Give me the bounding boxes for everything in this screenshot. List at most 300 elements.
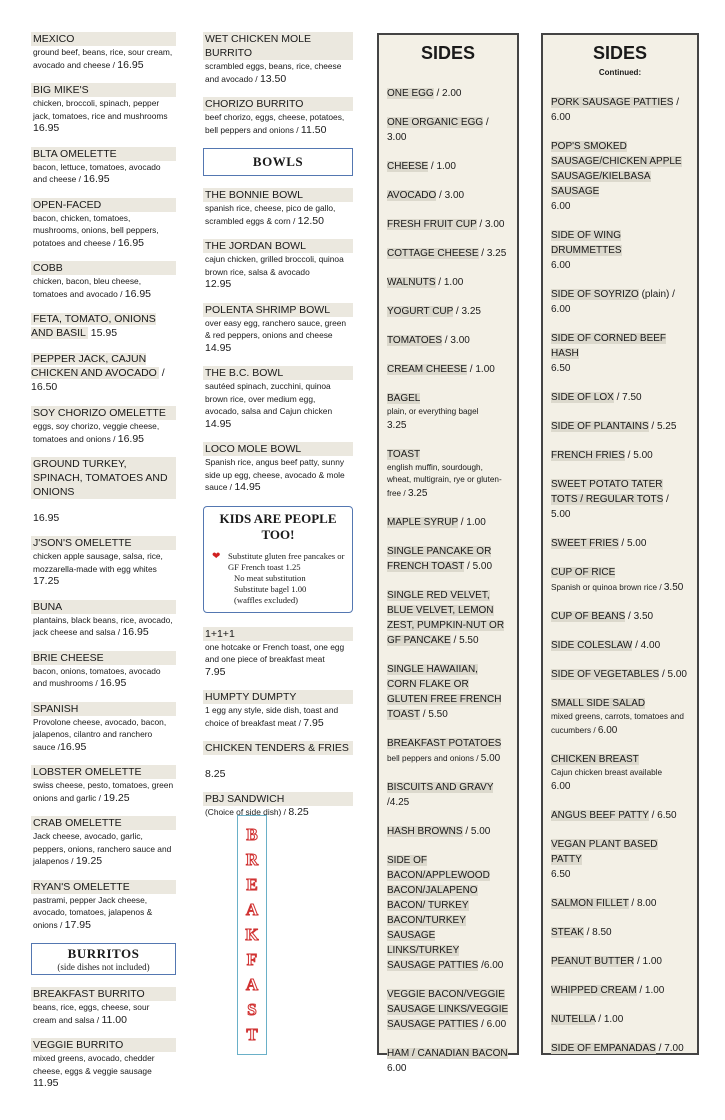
menu-item-name: HUMPTY DUMPTY <box>203 690 353 704</box>
sides-continued-subtitle: Continued: <box>598 68 642 77</box>
menu-item-name: THE JORDAN BOWL <box>203 239 353 253</box>
side-item-price: 5.00 <box>626 538 647 549</box>
menu-item <box>31 32 176 71</box>
menu-item-ingredients: beef chorizo, eggs, cheese, potatoes, bell peppers and onions <box>205 112 345 135</box>
side-item-price: 5.00 <box>667 669 687 680</box>
menu-item-name: RYAN'S OMELETTE <box>31 880 176 894</box>
menu-item <box>203 627 353 679</box>
side-item-description: bell peppers and onions / 5.00 <box>387 753 501 764</box>
side-item-line: SIDE OF LOX / 7.50 <box>551 392 642 403</box>
side-item-line: SIDE OF BACON/APPLEWOOD BACON/JALAPENO BACON/ TURKEY BACON/TURKEY SAUSAGE LINKS/TURKEY SAUSAGE PATTIES /6.00 <box>387 855 504 971</box>
menu-item-ingredients: ground beef, beans, rice, sour cream, avocado and cheese <box>33 47 173 70</box>
bowls-header <box>203 148 353 176</box>
side-item-price: 3.25 <box>461 306 481 317</box>
side-item <box>387 391 509 433</box>
menu-item-ingredients: plantains, black beans, rice, avocado, jack cheese and salsa <box>33 614 173 637</box>
side-item-price: 1.00 <box>644 985 665 996</box>
side-item <box>551 139 689 214</box>
menu-item-ingredients: bacon, onions, tomatoes, avocado and mushrooms <box>33 665 161 688</box>
kids-box <box>203 506 353 613</box>
menu-item-name: VEGGIE BURRITO <box>31 1038 176 1052</box>
menu-item-name: CHORIZO BURRITO <box>203 97 353 111</box>
side-item <box>387 853 509 973</box>
breakfast-letter: A <box>245 899 259 919</box>
side-item-price: 7.50 <box>622 392 642 403</box>
side-item-price: 5.25 <box>656 421 677 432</box>
side-item-name: HASH BROWNS <box>387 826 463 837</box>
side-item-name: TOAST <box>387 449 421 460</box>
side-item-name: HAM / CANADIAN BACON <box>387 1048 508 1059</box>
side-item-name: VEGGIE BACON/VEGGIE SAUSAGE LINKS/VEGGIE SAUSAGE PATTIES <box>387 989 509 1030</box>
side-item-line: PEANUT BUTTER / 1.00 <box>551 956 662 967</box>
menu-item-price: 8.25 <box>205 767 226 780</box>
side-item <box>551 536 689 551</box>
side-item-note: (plain) <box>641 289 670 300</box>
side-item-line: SIDE OF EMPANADAS / 7.00 <box>551 1043 684 1054</box>
side-item-name: SIDE OF BACON/APPLEWOOD BACON/JALAPENO BACON/ TURKEY BACON/TURKEY SAUSAGE LINKS/TURKEY SAUSAGE PATTIES <box>387 855 490 971</box>
side-item-line: CUP OF BEANS / 3.50 <box>551 611 654 622</box>
side-item-line <box>551 837 689 882</box>
side-item-line: ANGUS BEEF PATTY / 6.50 <box>551 810 677 821</box>
side-item-name: FRESH FRUIT CUP <box>387 219 477 230</box>
side-item <box>551 983 689 998</box>
side-item-line <box>387 447 509 462</box>
side-item-description <box>551 767 689 794</box>
burritos-header <box>31 943 176 975</box>
menu-item <box>203 303 353 355</box>
side-item-name: POP'S SMOKED SAUSAGE/CHICKEN APPLE SAUSAGE/KIELBASA SAUSAGE <box>551 141 682 197</box>
menu-item-ingredients: bacon, lettuce, tomatoes, avocado and cheese <box>33 161 161 184</box>
menu-item-ingredients: 1 egg any style, side dish, toast and choice of breakfast meat <box>205 705 339 728</box>
side-item-price: 5.00 <box>551 509 571 520</box>
side-item <box>551 1012 689 1027</box>
side-item-name: PEANUT BUTTER <box>551 956 635 967</box>
menu-item-ingredients: bacon, chicken, tomatoes, mushrooms, onions, bell peppers, potatoes and cheese <box>33 212 159 248</box>
side-item <box>387 86 509 101</box>
side-item-price: 1.00 <box>642 956 662 967</box>
side-item-price: 8.00 <box>636 898 657 909</box>
kids-note-3: Substitute bagel 1.00 <box>234 583 307 594</box>
menu-item-price: 16.50 <box>31 381 58 393</box>
kids-note-2: No meat substitution <box>234 572 306 583</box>
side-item-name: SIDE OF SOYRIZO <box>551 289 639 300</box>
kids-note-1: Substitute gluten free pancakes or GF French toast 1.25 <box>228 550 345 572</box>
menu-item-price: 14.95 <box>205 417 232 430</box>
side-item-price: 6.00 <box>597 725 618 736</box>
menu-item-ingredients: spanish rice, cheese, pico de gallo, scrambled eggs & corn <box>205 203 336 226</box>
side-item-price: 1.00 <box>475 364 495 375</box>
menu-item <box>203 32 353 85</box>
side-item-line: AVOCADO / 3.00 <box>387 190 465 201</box>
menu-item-description: bacon, lettuce, tomatoes, avocado and cheese / 16.95 <box>33 161 161 185</box>
side-item <box>387 159 509 174</box>
kids-title: KIDS ARE PEOPLE TOO! <box>219 510 337 542</box>
menu-item <box>31 83 176 135</box>
side-item-price: 5.00 <box>470 826 491 837</box>
menu-item-ingredients: eggs, soy chorizo, veggie cheese, tomatoes and onions <box>33 421 160 444</box>
menu-item-description <box>31 97 176 135</box>
side-item <box>387 544 509 574</box>
menu-item-description <box>203 755 353 780</box>
breakfast-vertical-label <box>237 815 267 1055</box>
side-item-name: SINGLE PANCAKE OR FRENCH TOAST <box>387 546 492 572</box>
menu-item-description <box>31 1052 176 1090</box>
side-item-line <box>551 139 689 214</box>
side-item-price: 3.25 <box>387 420 407 431</box>
side-item-line <box>551 752 689 767</box>
side-item-line: NUTELLA / 1.00 <box>551 1014 624 1025</box>
side-item-line <box>551 331 689 376</box>
menu-item-price: 16.95 <box>124 287 152 300</box>
side-item-name: PORK SAUSAGE PATTIES <box>551 97 674 108</box>
menu-item-ingredients: chicken, broccoli, spinach, pepper jack, tomatoes, rice and mushrooms <box>33 98 168 121</box>
side-item <box>387 824 509 839</box>
menu-item-description: beans, rice, eggs, cheese, sour cream and salsa / 11.00 <box>33 1002 150 1026</box>
side-item-price: 3.00 <box>450 335 470 346</box>
menu-item-name: SOY CHORIZO OMELETTE <box>31 406 176 420</box>
menu-item-price: 7.95 <box>303 716 324 729</box>
side-item <box>551 837 689 882</box>
side-item <box>387 217 509 232</box>
side-item-line <box>551 565 689 580</box>
side-item <box>551 667 689 682</box>
side-item-detail: plain, or everything bagel <box>387 407 479 416</box>
side-item-price: 6.00 <box>387 1063 407 1074</box>
menu-item-price: 16.95 <box>117 58 144 71</box>
menu-item-ingredients: Spanish rice, angus beef patty, sunny side up egg, cheese, avocado & mole sauce <box>205 457 345 492</box>
menu-item <box>31 536 176 588</box>
side-item-line: BISCUITS AND GRAVY /4.25 <box>387 782 494 808</box>
side-item-price: 4.25 <box>389 797 410 808</box>
menu-item-ingredients: Jack cheese, avocado, garlic, peppers, onions, ranchero sauce and jalapenos <box>33 831 172 866</box>
side-item-line: CHEESE / 1.00 <box>387 161 456 172</box>
menu-item <box>203 741 353 780</box>
menu-item <box>31 312 176 340</box>
menu-item-name: BUNA <box>31 600 176 614</box>
bowl-list <box>203 188 353 494</box>
menu-item-price: 11.50 <box>300 123 327 136</box>
menu-item <box>203 188 353 227</box>
menu-item-name: LOCO MOLE BOWL <box>203 442 353 456</box>
side-item <box>551 896 689 911</box>
menu-item-description <box>203 317 353 355</box>
side-item <box>551 609 689 624</box>
side-item <box>387 588 509 648</box>
side-item-detail: bell peppers and onions <box>387 754 474 763</box>
menu-item-price: 16.95 <box>60 740 87 753</box>
menu-item-description: eggs, soy chorizo, veggie cheese, tomatoes and onions / 16.95 <box>33 421 160 445</box>
menu-item-name: PEPPER JACK, CAJUN CHICKEN AND AVOCADO <box>31 353 157 379</box>
menu-item-description: ground beef, beans, rice, sour cream, avocado and cheese / 16.95 <box>33 47 173 71</box>
side-item-line: SWEET FRIES / 5.00 <box>551 538 647 549</box>
side-item <box>551 1041 689 1056</box>
side-item-line: COTTAGE CHEESE / 3.25 <box>387 248 507 259</box>
side-item <box>551 954 689 969</box>
menu-item-price: 8.25 <box>288 806 309 818</box>
menu-item <box>31 987 176 1026</box>
menu-item-ingredients: Provolone cheese, avocado, bacon, jalapenos, cilantro and ranchero sauce <box>33 716 167 752</box>
sides-list <box>387 86 509 1076</box>
side-item-name: SIDE COLESLAW <box>551 640 633 651</box>
side-item-line: SINGLE RED VELVET, BLUE VELVET, LEMON ZEST, PUMPKIN-NUT OR GF PANCAKE / 5.50 <box>387 590 505 646</box>
menu-item-price: 16.95 <box>33 511 60 524</box>
side-item <box>551 565 689 595</box>
side-item-name: FRENCH FRIES <box>551 450 625 461</box>
side-item-line <box>387 1046 509 1076</box>
side-item <box>551 448 689 463</box>
breakfast-letter: T <box>246 1025 258 1045</box>
side-item-line: VEGGIE BACON/VEGGIE SAUSAGE LINKS/VEGGIE SAUSAGE PATTIES / 6.00 <box>387 989 509 1030</box>
side-item <box>551 925 689 940</box>
side-item-name: SIDE OF LOX <box>551 392 614 403</box>
breakfast-letter: K <box>245 924 259 944</box>
menu-item-description: spanish rice, cheese, pico de gallo, scrambled eggs & corn / 12.50 <box>205 203 336 227</box>
side-item-description: mixed greens, carrots, tomatoes and cucumbers / 6.00 <box>551 712 684 736</box>
menu-item <box>203 97 353 136</box>
side-item-name: CHEESE <box>387 161 429 172</box>
side-item-price: 3.25 <box>407 488 428 499</box>
side-item-name: SIDE OF PLANTAINS <box>551 421 649 432</box>
menu-item-description: bacon, chicken, tomatoes, mushrooms, onions, bell peppers, potatoes and cheese / 16.95 <box>33 212 159 249</box>
menu-item-description: scrambled eggs, beans, rice, cheese and avocado / 13.50 <box>205 61 342 85</box>
heart-icon: ❤ <box>212 550 221 562</box>
side-item-name: CHICKEN BREAST <box>551 754 639 765</box>
side-item-price: 5.00 <box>633 450 653 461</box>
burritos-title: BURRITOS <box>67 946 140 961</box>
side-item-name: TOMATOES <box>387 335 443 346</box>
side-item-price: 1.00 <box>603 1014 624 1025</box>
side-item-line: WHIPPED CREAM / 1.00 <box>551 985 665 996</box>
side-item-price: 6.00 <box>551 201 571 212</box>
menu-item-price: 11.00 <box>101 1013 127 1026</box>
side-item-name: WHIPPED CREAM <box>551 985 637 996</box>
menu-item-description: Provolone cheese, avocado, bacon, jalapenos, cilantro and ranchero sauce /16.95 <box>33 716 167 753</box>
menu-item-price: 13.50 <box>259 72 287 85</box>
menu-item <box>31 147 176 186</box>
side-item <box>387 362 509 377</box>
breakfast-letter: A <box>245 975 259 995</box>
side-item <box>387 333 509 348</box>
side-item-name: AVOCADO <box>387 190 437 201</box>
side-item-price: 6.00 <box>483 960 504 971</box>
side-item-line <box>551 228 689 273</box>
side-item-name: ANGUS BEEF PATTY <box>551 810 649 821</box>
side-item-line: SIDE COLESLAW / 4.00 <box>551 640 661 651</box>
side-item-name: SWEET FRIES <box>551 538 619 549</box>
side-item-detail: Cajun chicken breast available <box>551 768 663 777</box>
side-item-line: STEAK / 8.50 <box>551 927 612 938</box>
menu-item-name: BRIE CHEESE <box>31 651 176 665</box>
side-item-line: ONE ORGANIC EGG / 3.00 <box>387 117 489 143</box>
sides-continued-title: SIDES <box>592 43 648 63</box>
side-item-line: CREAM CHEESE / 1.00 <box>387 364 495 375</box>
side-item-line: SALMON FILLET / 8.00 <box>551 898 657 909</box>
bowls-title: BOWLS <box>252 154 304 169</box>
menu-item-name: POLENTA SHRIMP BOWL <box>203 303 353 317</box>
menu-item-description: swiss cheese, pesto, tomatoes, green onions and garlic / 19.25 <box>33 780 174 804</box>
side-item <box>387 304 509 319</box>
side-item-name: VEGAN PLANT BASED PATTY <box>551 839 658 865</box>
menu-item-ingredients: pastrami, pepper Jack cheese, avocado, tomatoes, jalapenos & onions <box>33 894 153 930</box>
menu-item-title-line <box>31 312 176 340</box>
menu-item <box>31 651 176 690</box>
side-item-price: 1.00 <box>466 517 486 528</box>
menu-item <box>203 366 353 430</box>
side-item-name: CUP OF BEANS <box>551 611 626 622</box>
side-item <box>387 188 509 203</box>
menu-item <box>203 690 353 729</box>
side-item-name: CREAM CHEESE <box>387 364 468 375</box>
side-item-price: 6.00 <box>551 781 571 792</box>
side-item-price: 3.00 <box>444 190 465 201</box>
breakfast-letter: R <box>245 849 259 869</box>
menu-item-price: 16.95 <box>117 432 145 445</box>
menu-item-price: 17.25 <box>33 575 60 587</box>
kids-list <box>203 627 353 819</box>
side-item-line <box>387 736 509 751</box>
side-item-price: 3.00 <box>387 132 407 143</box>
side-item-detail: mixed greens, carrots, tomatoes and cucumbers <box>551 712 684 735</box>
menu-item <box>31 198 176 250</box>
side-item-line: SIDE OF SOYRIZO (plain) / 6.00 <box>551 289 675 315</box>
side-item-line: SIDE OF VEGETABLES / 5.00 <box>551 669 687 680</box>
menu-item-name: SPANISH <box>31 702 176 716</box>
side-item <box>551 419 689 434</box>
menu-item-description <box>203 253 353 291</box>
menu-item <box>31 1038 176 1090</box>
side-item-price: 5.50 <box>459 635 479 646</box>
side-item-name: BREAKFAST POTATOES <box>387 738 502 749</box>
kids-notes <box>210 551 346 606</box>
menu-item-price: 12.95 <box>205 278 232 290</box>
sides-continued-list <box>551 95 689 1056</box>
side-item-price: 3.50 <box>633 611 654 622</box>
side-item-price: 5.50 <box>428 709 448 720</box>
menu-item-price: 12.50 <box>297 214 324 227</box>
side-item-line <box>551 696 689 711</box>
side-item <box>387 246 509 261</box>
menu-item-ingredients: scrambled eggs, beans, rice, cheese and avocado <box>205 61 342 84</box>
side-item <box>551 390 689 405</box>
menu-item <box>31 600 176 639</box>
menu-item-description <box>203 641 353 679</box>
side-item-price: 5.00 <box>480 753 501 764</box>
menu-item-price: 16.95 <box>117 236 145 249</box>
menu-item-price: 11.95 <box>33 1077 59 1089</box>
side-item <box>551 95 689 125</box>
menu-item-description: (Choice of side dish) / 8.25 <box>205 806 309 818</box>
side-item <box>551 752 689 794</box>
side-item-name: CUP OF RICE <box>551 567 616 578</box>
side-item-price: 6.00 <box>551 260 571 271</box>
menu-item-ingredients: (Choice of side dish) <box>205 807 282 817</box>
side-item <box>551 808 689 823</box>
menu-item-description: plantains, black beans, rice, avocado, jack cheese and salsa / 16.95 <box>33 614 173 638</box>
menu-item-name: COBB <box>31 261 176 275</box>
side-item <box>387 115 509 145</box>
breakfast-letter: B <box>246 824 258 844</box>
burritos-subtitle: (side dishes not included) <box>57 962 150 972</box>
menu-item-price: 16.95 <box>122 626 149 638</box>
menu-item-name: GROUND TURKEY, SPINACH, TOMATOES AND ONIONS <box>31 457 176 499</box>
side-item <box>387 736 509 766</box>
side-item <box>387 1046 509 1076</box>
menu-item-ingredients: chicken apple sausage, salsa, rice, mozzarella-made with egg whites <box>33 551 163 574</box>
menu-item-name: WET CHICKEN MOLE BURRITO <box>203 32 353 60</box>
side-item-line <box>387 391 509 406</box>
side-item <box>387 447 509 501</box>
menu-item-name: MEXICO <box>31 32 176 46</box>
side-item-price: 6.50 <box>551 363 571 374</box>
menu-item-ingredients: mixed greens, avocado, chedder cheese, eggs & veggie sausage <box>33 1053 155 1076</box>
side-item-name: SIDE OF CORNED BEEF HASH <box>551 333 667 359</box>
side-item <box>387 662 509 722</box>
menu-item <box>31 816 176 868</box>
side-item-name: WALNUTS <box>387 277 436 288</box>
side-item-name: YOGURT CUP <box>387 306 454 317</box>
side-item-line: ONE EGG / 2.00 <box>387 88 462 99</box>
side-item-line: FRESH FRUIT CUP / 3.00 <box>387 219 505 230</box>
breakfast-letter: F <box>246 950 258 970</box>
side-item-name: SINGLE RED VELVET, BLUE VELVET, LEMON ZEST, PUMPKIN-NUT OR GF PANCAKE <box>387 590 505 646</box>
menu-item-ingredients: sautéed spinach, zucchini, quinoa brown rice, over medium egg, avocado, salsa and Cajun chicken <box>205 381 333 416</box>
menu-item <box>31 765 176 804</box>
menu-item-ingredients: over easy egg, ranchero sauce, green & red peppers, onions and cheese <box>205 317 347 340</box>
menu-item-description <box>31 550 176 588</box>
sides-panel <box>377 33 519 1074</box>
menu-item-name: BIG MIKE'S <box>31 83 176 97</box>
menu-item-name: J'SON'S OMELETTE <box>31 536 176 550</box>
side-item-price: 6.00 <box>551 112 571 123</box>
side-item <box>387 987 509 1032</box>
side-item-line: PORK SAUSAGE PATTIES / 6.00 <box>551 97 679 123</box>
menu-item-price: 14.95 <box>205 341 232 354</box>
menu-item-price: 15.95 <box>90 327 118 339</box>
omelette-list <box>31 32 176 931</box>
sides-title: SIDES <box>420 43 476 63</box>
side-item-line: MAPLE SYRUP / 1.00 <box>387 517 486 528</box>
menu-item-price: 16.95 <box>33 122 60 134</box>
side-item-name: SWEET POTATO TATER TOTS / REGULAR TOTS <box>551 479 664 505</box>
menu-item-name: CRAB OMELETTE <box>31 816 176 830</box>
side-item-name: ONE ORGANIC EGG <box>387 117 484 128</box>
side-item-name: STEAK <box>551 927 584 938</box>
menu-item-name: CHICKEN TENDERS & FRIES <box>203 741 353 755</box>
side-item-name: BAGEL <box>387 393 421 404</box>
side-item-name: BISCUITS AND GRAVY <box>387 782 494 793</box>
menu-item-description: chicken, bacon, bleu cheese, tomatoes and avocado / 16.95 <box>33 276 152 300</box>
menu-item-title-line: PEPPER JACK, CAJUN CHICKEN AND AVOCADO / 16.50 <box>31 353 165 393</box>
menu-item-name: THE BONNIE BOWL <box>203 188 353 202</box>
menu-item-ingredients: chicken, bacon, bleu cheese, tomatoes and avocado <box>33 276 142 299</box>
menu-item-price: 16.95 <box>100 677 127 689</box>
side-item-price: 6.50 <box>657 810 677 821</box>
side-item <box>551 696 689 738</box>
side-item-line: YOGURT CUP / 3.25 <box>387 306 481 317</box>
menu-item <box>31 880 176 932</box>
sides-continued-panel <box>541 33 699 1055</box>
menu-item-name: OPEN-FACED <box>31 198 176 212</box>
side-item-line: SINGLE HAWAIIAN, CORN FLAKE OR GLUTEN FREE FRENCH TOAST / 5.50 <box>387 664 502 720</box>
menu-item-price: 19.25 <box>103 791 130 804</box>
menu-item-price: 19.25 <box>75 855 103 867</box>
menu-item-name: 1+1+1 <box>203 627 353 641</box>
side-item-price: 5.00 <box>472 561 493 572</box>
side-item-price: 3.00 <box>484 219 505 230</box>
menu-item <box>203 239 353 291</box>
menu-item-description <box>203 380 353 430</box>
menu-item <box>31 406 176 445</box>
